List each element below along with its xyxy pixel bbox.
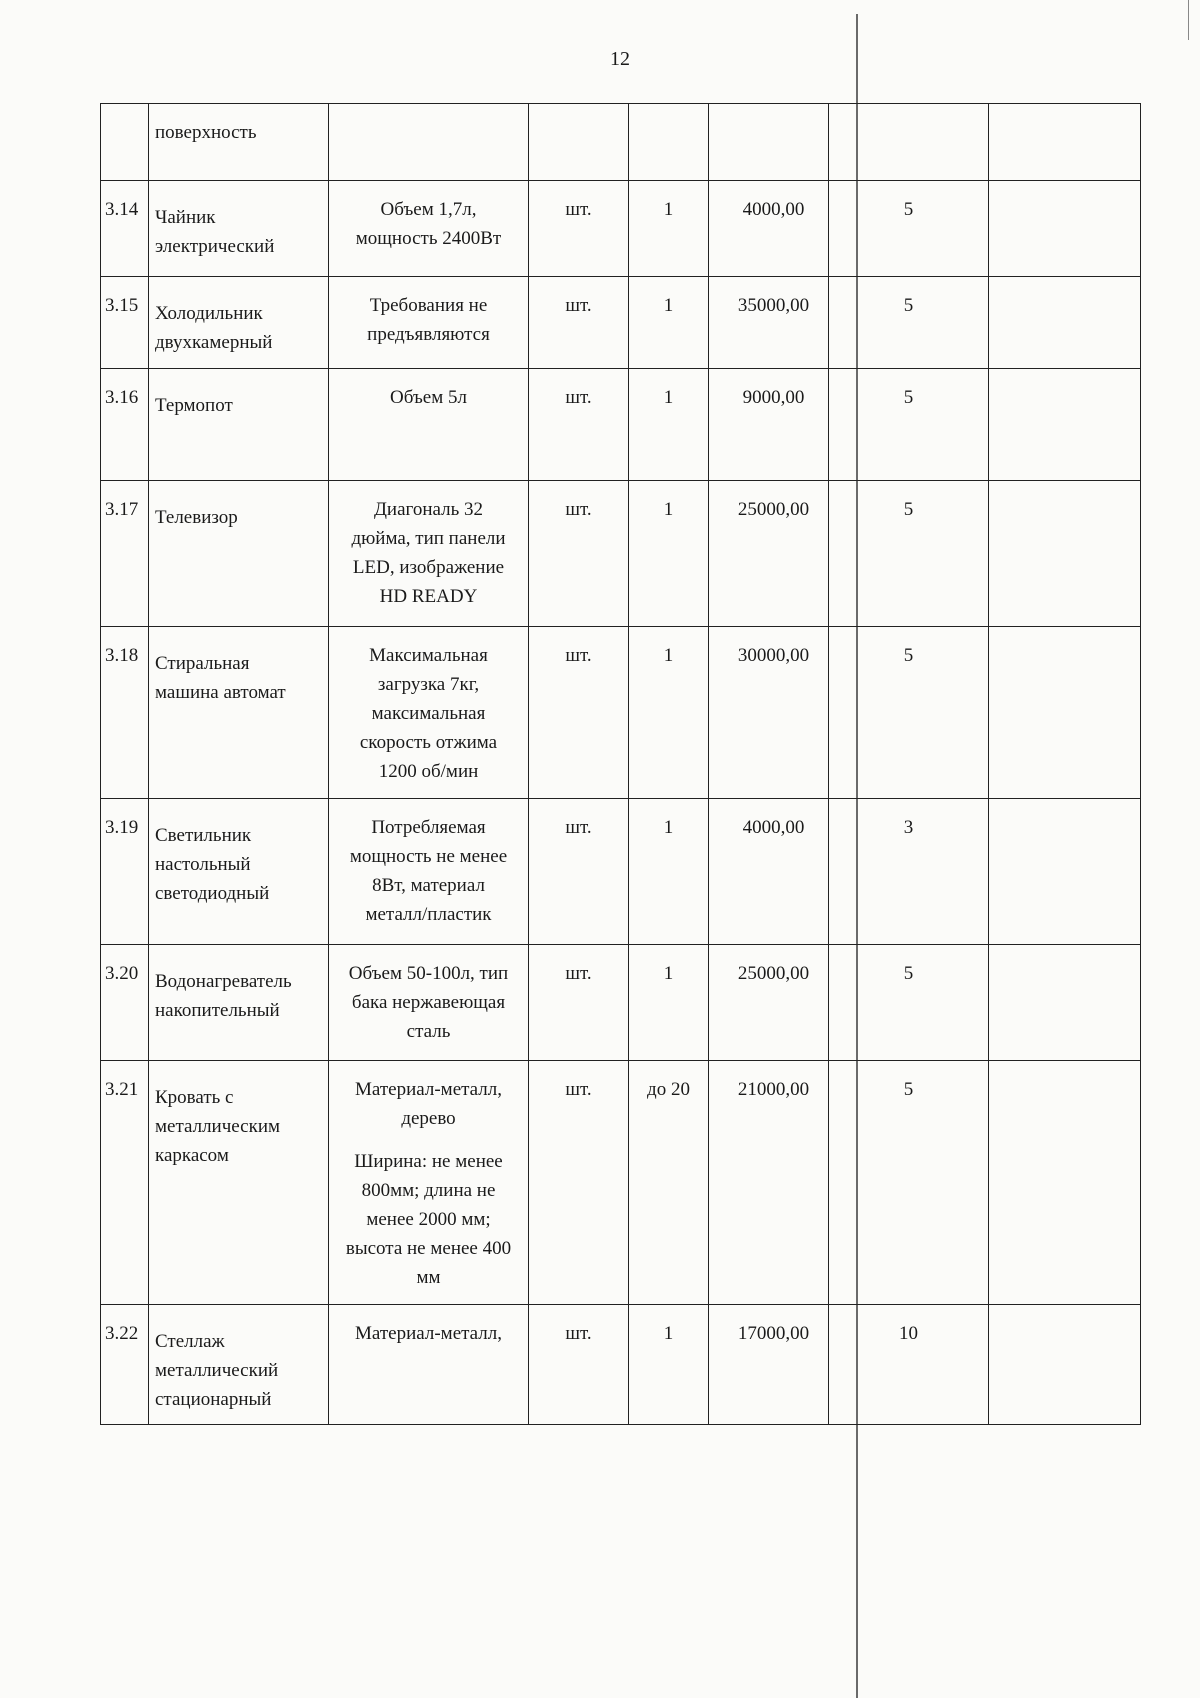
cell-qty: 1: [629, 799, 709, 945]
spec-line: бака нержавеющая: [351, 992, 506, 1013]
cell-unit: шт.: [529, 369, 629, 481]
cell-spec: [329, 369, 529, 481]
table-row: [101, 799, 1141, 945]
spec-line: Объем 50-100л, тип: [348, 963, 509, 984]
table-row: [101, 104, 1141, 181]
cell-name: [149, 1061, 329, 1305]
spec-line: Потребляемая: [371, 817, 486, 838]
table-row: [101, 1305, 1141, 1425]
cell-spec: [329, 277, 529, 369]
spec-line: Материал-металл,: [355, 1079, 502, 1100]
spec-line: максимальная: [371, 703, 486, 724]
cell-term: 5: [829, 481, 989, 627]
cell-price: 25000,00: [709, 481, 829, 627]
cell-qty: 1: [629, 1305, 709, 1425]
cell-unit: шт.: [529, 627, 629, 799]
cell-qty: 1: [629, 181, 709, 277]
cell-num: 3.18: [101, 627, 149, 799]
item-name-line: двухкамерный: [155, 332, 273, 353]
spec-line: Ширина: не менее: [354, 1151, 503, 1172]
item-name-line: Стиральная: [155, 653, 250, 674]
table-row: [101, 481, 1141, 627]
cell-price: 35000,00: [709, 277, 829, 369]
item-name-line: светодиодный: [155, 883, 270, 904]
cell-unit: шт.: [529, 181, 629, 277]
spec-line: Диагональ 32: [373, 499, 484, 520]
cell-price: 21000,00: [709, 1061, 829, 1305]
cell-spec: [329, 481, 529, 627]
spec-line: мощность не менее: [349, 846, 508, 867]
spec-line: высота не менее 400: [345, 1238, 512, 1259]
cell-price: 4000,00: [709, 181, 829, 277]
cell-unit: шт.: [529, 481, 629, 627]
cell-num: 3.20: [101, 945, 149, 1061]
cell-extra: [989, 277, 1141, 369]
spec-line: дюйма, тип панели: [351, 528, 506, 549]
cell-term: [829, 104, 989, 181]
spec-line: 1200 об/мин: [378, 761, 479, 782]
cell-term: 5: [829, 277, 989, 369]
cell-price: 4000,00: [709, 799, 829, 945]
item-name-line: металлический: [155, 1360, 279, 1381]
item-name-line: Светильник: [155, 825, 252, 846]
cell-extra: [989, 945, 1141, 1061]
cell-qty: 1: [629, 627, 709, 799]
cell-name: [149, 799, 329, 945]
cell-unit: шт.: [529, 1061, 629, 1305]
cell-name: [149, 181, 329, 277]
cell-extra: [989, 799, 1141, 945]
cell-price: 9000,00: [709, 369, 829, 481]
cell-unit: шт.: [529, 277, 629, 369]
spec-line: Максимальная: [369, 645, 488, 666]
spec-line: скорость отжима: [359, 732, 498, 753]
cell-name: [149, 945, 329, 1061]
cell-name: [149, 481, 329, 627]
spec-line: 800мм; длина не: [361, 1180, 496, 1201]
cell-spec: [329, 627, 529, 799]
cell-unit: шт.: [529, 945, 629, 1061]
cell-spec: [329, 1061, 529, 1305]
cell-qty: до 20: [629, 1061, 709, 1305]
item-name-line: Кровать с: [155, 1087, 234, 1108]
cell-term: 5: [829, 1061, 989, 1305]
cell-term: 10: [829, 1305, 989, 1425]
cell-spec: [329, 104, 529, 181]
cell-num: 3.14: [101, 181, 149, 277]
spec-line: HD READY: [379, 586, 478, 607]
item-name-line: настольный: [155, 854, 251, 875]
cell-extra: [989, 181, 1141, 277]
spec-line: предъявляются: [367, 324, 490, 345]
spec-line: менее 2000 мм;: [366, 1209, 491, 1230]
spec-line: загрузка 7кг,: [377, 674, 480, 695]
page-number: 12: [610, 48, 630, 70]
cell-term: 3: [829, 799, 989, 945]
cell-unit: шт.: [529, 799, 629, 945]
cell-price: 17000,00: [709, 1305, 829, 1425]
spec-line: 8Вт, материал: [372, 875, 485, 896]
cell-name: [149, 1305, 329, 1425]
cell-extra: [989, 627, 1141, 799]
cell-qty: 1: [629, 945, 709, 1061]
table-row: [101, 945, 1141, 1061]
cell-spec: [329, 181, 529, 277]
cell-name: [149, 277, 329, 369]
cell-num: 3.22: [101, 1305, 149, 1425]
spec-line: мощность 2400Вт: [355, 228, 502, 249]
spec-gap: [335, 1133, 522, 1147]
item-name-line: Чайник: [155, 207, 216, 228]
spec-line: Объем 5л: [390, 387, 467, 408]
cell-term: 5: [829, 945, 989, 1061]
spec-line: металл/пластик: [365, 904, 492, 925]
cell-price: [709, 104, 829, 181]
spec-line: Материал-металл,: [355, 1323, 502, 1344]
cell-unit: [529, 104, 629, 181]
cell-qty: 1: [629, 369, 709, 481]
cell-spec: [329, 945, 529, 1061]
item-name-line: Водонагреватель: [155, 971, 292, 992]
cell-num: 3.15: [101, 277, 149, 369]
item-name-line: электрический: [155, 236, 275, 257]
cell-extra: [989, 1305, 1141, 1425]
spec-line: мм: [416, 1267, 441, 1288]
spec-line: Объем 1,7л,: [380, 199, 477, 220]
spec-line: LED, изображение: [352, 557, 505, 578]
spec-line: Требования не: [369, 295, 488, 316]
scan-edge-line: [1188, 0, 1189, 40]
cell-term: 5: [829, 369, 989, 481]
cell-num: 3.17: [101, 481, 149, 627]
cell-extra: [989, 481, 1141, 627]
item-name-line: Холодильник: [155, 303, 263, 324]
cell-term: 5: [829, 181, 989, 277]
item-name-line: Телевизор: [155, 507, 238, 528]
item-name-line: металлическим: [155, 1116, 281, 1137]
cell-qty: 1: [629, 481, 709, 627]
table-row: [101, 277, 1141, 369]
cell-term: 5: [829, 627, 989, 799]
item-name-line: стационарный: [155, 1389, 272, 1410]
equipment-table: [100, 103, 1141, 1425]
table-row: [101, 181, 1141, 277]
cell-unit: шт.: [529, 1305, 629, 1425]
table-row: [101, 627, 1141, 799]
cell-name: [149, 627, 329, 799]
table-row: [101, 369, 1141, 481]
cell-num: 3.19: [101, 799, 149, 945]
cell-spec: [329, 1305, 529, 1425]
cell-num: [101, 104, 149, 181]
item-name-line: каркасом: [155, 1145, 229, 1166]
cell-extra: [989, 1061, 1141, 1305]
cell-price: 30000,00: [709, 627, 829, 799]
cell-num: 3.21: [101, 1061, 149, 1305]
cell-extra: [989, 104, 1141, 181]
spec-line: дерево: [401, 1108, 456, 1129]
table-row: [101, 1061, 1141, 1305]
cell-price: 25000,00: [709, 945, 829, 1061]
item-name-line: машина автомат: [155, 682, 286, 703]
cell-spec: [329, 799, 529, 945]
item-name-line: Термопот: [155, 395, 233, 416]
cell-num: 3.16: [101, 369, 149, 481]
cell-extra: [989, 369, 1141, 481]
item-name-line: Стеллаж: [155, 1331, 225, 1352]
cell-qty: 1: [629, 277, 709, 369]
cell-name: поверхность: [149, 104, 329, 181]
cell-name: [149, 369, 329, 481]
item-name-line: накопительный: [155, 1000, 280, 1021]
spec-line: сталь: [406, 1021, 451, 1042]
cell-qty: [629, 104, 709, 181]
